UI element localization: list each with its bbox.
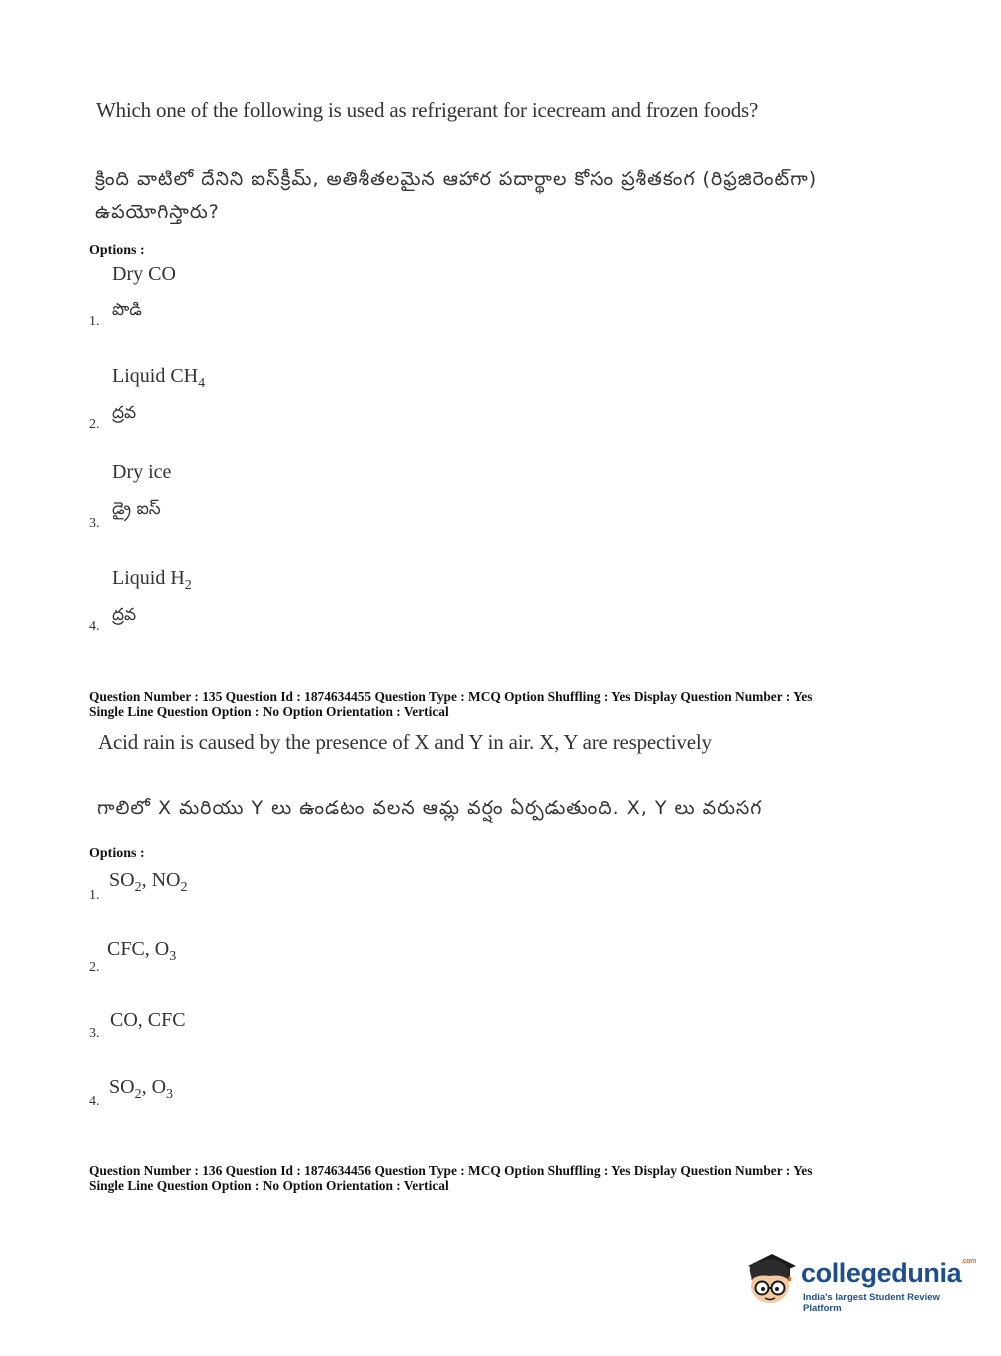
option-4-subscript: 2 — [184, 577, 192, 593]
question-text-te-135: గాలిలో X మరియు Y లు ఉండటం వలన ఆమ్ల వర్షం ఏర్పడుతుంది. X, Y లు వరుసగ — [97, 797, 763, 819]
options-label: Options : — [89, 243, 145, 258]
q135-option-1-sub1: 2 — [134, 879, 142, 895]
option-2-subscript: 4 — [198, 375, 206, 391]
student-mascot-icon — [742, 1250, 800, 1308]
q135-option-4 — [109, 1076, 174, 1102]
q135-option-2-number: 2. — [89, 960, 100, 975]
logo-wordmark — [801, 1258, 976, 1289]
option-4-te: ద్రవ — [112, 605, 137, 625]
q135-option-4-part1: SO — [109, 1076, 135, 1098]
option-1-number: 1. — [89, 314, 100, 329]
option-2-te: ద్రవ — [112, 403, 137, 423]
question-text-en-135: Acid rain is caused by the presence of X and Y in air. X, Y are respectively — [98, 730, 712, 754]
question-text-te-line2: ఉపయోగిస్తారు? — [95, 201, 220, 223]
q135-option-4-sub2: 3 — [166, 1086, 174, 1102]
question-meta-line1: Question Number : 136 Question Id : 1874634456 Question Type : MCQ Option Shuffling : Yes Display Question Number : Yes — [89, 1163, 813, 1178]
logo-tagline: India's largest Student Review Platform — [803, 1292, 940, 1314]
option-4-number: 4. — [89, 619, 100, 634]
question-text-te: క్రింది వాటిలో దేనిని ఐస్‌క్రీమ్, అతిశీతలమైన ఆహార పదార్థాల కోసం ప్రశీతకంగ (రిఫ్రజిరెంట్‌గా) — [95, 168, 818, 190]
option-1-te: పొడి — [112, 300, 142, 320]
q135-option-1-sub2: 2 — [180, 879, 188, 895]
q135-option-3-part1: CO, CFC — [110, 1009, 186, 1031]
q135-option-1-number: 1. — [89, 888, 100, 903]
question-meta-line2: Single Line Question Option : No Option Orientation : Vertical — [89, 704, 449, 719]
options-label-135: Options : — [89, 846, 145, 861]
q135-option-3 — [110, 1009, 186, 1032]
option-2-text: Liquid CH — [112, 365, 199, 387]
q135-option-1-part2: , NO — [141, 869, 181, 891]
collegedunia-logo[interactable] — [742, 1250, 976, 1314]
question-meta-line1: Question Number : 135 Question Id : 1874634455 Question Type : MCQ Option Shuffling : Yes Display Question Number : Yes — [89, 689, 813, 704]
option-4-text: Liquid H — [112, 567, 185, 589]
q135-option-3-number: 3. — [89, 1026, 100, 1041]
q135-option-1 — [109, 869, 188, 895]
option-4-en — [112, 567, 192, 593]
q135-option-2 — [107, 938, 177, 964]
q135-option-4-part2: , O — [141, 1076, 167, 1098]
q135-option-1-part1: SO — [109, 869, 135, 891]
question-meta-136 — [89, 1163, 812, 1193]
q135-option-2-sub1: 3 — [169, 948, 177, 964]
q135-option-4-number: 4. — [89, 1094, 100, 1109]
question-text-en: Which one of the following is used as refrigerant for icecream and frozen foods? — [96, 98, 759, 122]
question-meta-line2: Single Line Question Option : No Option Orientation : Vertical — [89, 1178, 449, 1193]
logo-suffix: .com — [961, 1258, 976, 1265]
option-3-en: Dry ice — [112, 461, 172, 483]
option-1-en: Dry CO — [112, 263, 176, 285]
q135-option-4-sub1: 2 — [134, 1086, 142, 1102]
option-2-en — [112, 365, 206, 391]
question-meta-135 — [89, 689, 812, 719]
option-2-number: 2. — [89, 417, 100, 432]
option-3-te: డ్రై ఐస్ — [112, 499, 161, 519]
q135-option-2-part1: CFC, O — [107, 938, 170, 960]
logo-name: collegedunia — [801, 1258, 962, 1288]
option-3-number: 3. — [89, 516, 100, 531]
